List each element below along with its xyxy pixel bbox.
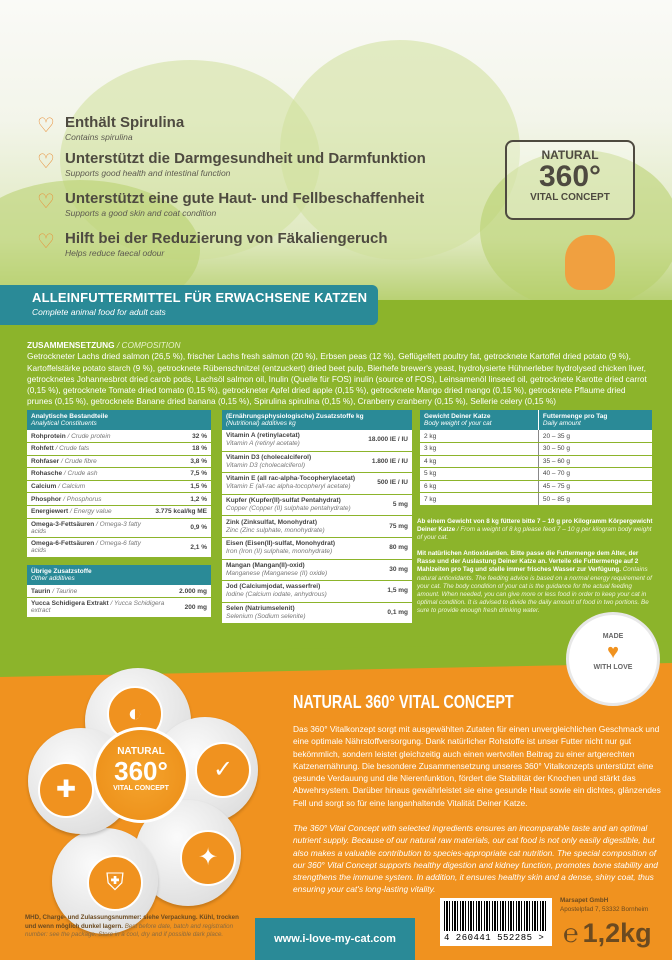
table-row: Rohfett / Crude fats 18 % <box>27 443 211 456</box>
table-row: 5 kg 40 – 70 g <box>420 468 652 481</box>
table-row: Omega-3-Fettsäuren / Omega-3 fatty acids 0,9 % <box>27 518 211 538</box>
table-row: 6 kg 45 – 75 g <box>420 480 652 493</box>
table-row: Vitamin E (all rac-alpha-Tocopherylacetat) Vitamin E (all-rac alpha-tocopheryl acetate) 500 IE / IU <box>222 473 412 495</box>
table-row: 4 kg 35 – 60 g <box>420 455 652 468</box>
concept-text-de: Das 360° Vitalkonzept sorgt mit ausgewählten Zutaten für einen unvergleichlichen Geschmack und eine optimale Nährstoffversorgung. Dank natürlicher Rohstoffe ist unser Futter nicht nur gut bekömmlich, sondern leistet gleichzeitig auch einen wertvollen Beitrag zu einer artgerechten Katzenernährung. Die besondere Zusammensetzung unseres 360° Vitalkonzepts unterstützt eine gesunde Verdauung und die Nierenfunktion, fördert die Stabilität der Knochen und stärkt das Abwehrsystem. Darüber hinaus gewährleistet sie eine gesunde Haut sowie ein dichtes, glänzendes Fell und sorgt so für eine langanhaltende Vitalität Deiner Katze. <box>293 724 661 808</box>
benefit-item: ♡ Unterstützt die Darmgesundheit und Darmfunktion Supports good health and intestinal function <box>37 150 426 178</box>
heart-icon: ♡ <box>37 115 55 137</box>
table-row: Vitamin D3 (cholecalciferol) Vitamin D3 (cholecalciferol) 1.800 IE / IU <box>222 451 412 473</box>
barcode: 4 260441 552285 > <box>440 898 552 946</box>
table-row: Eisen (Eisen(II)-sulfat, Monohydrat) Iron (Iron (II) sulphate, monohydrate) 80 mg <box>222 537 412 559</box>
product-type-banner: ALLEINFUTTERMITTEL FÜR ERWACHSENE KATZEN Complete animal food for adult cats <box>0 285 378 325</box>
table-row: Rohasche / Crude ash 7,5 % <box>27 468 211 481</box>
cell-shield-icon: ⛨ <box>87 855 143 911</box>
heart-hand-icon: ♥ <box>607 641 619 663</box>
website-link[interactable]: www.i-love-my-cat.com <box>255 918 415 960</box>
analytical-table: Analytische Bestandteile Analytical Constituents Rohprotein / Crude protein 32 % Rohfett / Crude fats 18 % Rohfaser / Crude fibre 3,8 % Rohasche / Crude ash 7,5 % Calcium / Calcium 1,5 % Phosphor / Phosphorus 1,2 % Energiewert / Energy value 3.775 kcal/kg ME Omega-3-Fettsäuren / Omega-3 fatty acids 0,9 % Omega-6-Fettsäuren / Omega-6 fatty acids 2,1 % <box>27 410 211 558</box>
table-row: Omega-6-Fettsäuren / Omega-6 fatty acids 2,1 % <box>27 538 211 558</box>
cat-illustration <box>565 235 615 290</box>
benefit-item: ♡ Enthält Spirulina Contains spirulina <box>37 114 185 142</box>
table-row: Rohfaser / Crude fibre 3,8 % <box>27 455 211 468</box>
table-row: Yucca Schidigera Extrakt / Yucca Schidigera extract 200 mg <box>27 598 211 618</box>
heart-icon: ♡ <box>37 231 55 253</box>
table-row: Phosphor / Phosphorus 1,2 % <box>27 493 211 506</box>
nutritional-additives-table: (Ernährungsphysiologische) Zusatzstoffe kg (Nutritional) additives kg Vitamin A (retinylacetat) Vitamin A (retinyl acetate) 18.000 IE / IU Vitamin D3 (cholecalciferol) Vitamin D3 (cholecalciferol) 1.800 IE / IU Vitamin E (all rac-alpha-Tocopherylacetat) Vitamin E (all-rac alpha-tocopheryl acetate) 500 IE / IU Kupfer (Kupfer(II)-sulfat Pentahydrat) Copper (Copper (II) sulphate pentahydrate) 5 mg Zink (Zinksulfat, Monohydrat) Zinc (Zinc sulphate, monohydrate) 75 mg Eisen (Eisen(II)-sulfat, Monohydrat) Iron (Iron (II) sulphate, monohydrate) 80 mg Mangan (Mangan(II)-oxid) Manganese (Manganese (II) oxide) 30 mg Jod (Calciumjodat, wasserfrei) Iodine (Calcium iodate, anhydrous) 1,5 mg Selen (Natriumselenit) Selenium (Sodium selenite) 0,1 mg <box>222 410 412 624</box>
table-row: Energiewert / Energy value 3.775 kcal/kg ME <box>27 505 211 518</box>
feeding-table: Gewicht Deiner Katze Body weight of your cat Futtermenge pro Tag Daily amount 2 kg 20 – 35 g 3 kg 30 – 50 g 4 kg 35 – 60 g 5 kg 40 – 70 g 6 kg 45 – 75 g 7 kg 50 – 85 g <box>420 410 652 506</box>
heart-icon: ♡ <box>37 151 55 173</box>
other-additives-table: Übrige Zusatzstoffe Other additives Taurin / Taurine 2.000 mg Yucca Schidigera Extrakt / Yucca Schidigera extract 200 mg <box>27 565 211 618</box>
table-row: 2 kg 20 – 35 g <box>420 430 652 443</box>
header-illustration <box>0 0 672 300</box>
table-row: Calcium / Calcium 1,5 % <box>27 480 211 493</box>
heart-icon: ♡ <box>37 191 55 213</box>
feeding-notes: Ab einem Gewicht von 8 kg füttere bitte 7 – 10 g pro Kilogramm Körpergewicht Deiner Katze / From a weight of 8 kg please feed 7 – 10 g per kilogram body weight of your cat. Mit natürlichen Antioxidantien. Bitte passe die Futtermenge dem Alter, der Rasse und der Auslastung Deiner Katze an. Verteile die Futtermenge auf 2 Mahlzeiten pro Tag und stelle immer frisches Wasser zur Verfügung. Contains natural antioxidants. The feeding advice is based on a normal energy requirement of your cat. The body condition of your cat is the guidance for the actual feeding amount. When needed, you can give more or less food in order to keep your cat in optimal condition. It is advised to divide the daily amount of food in two portions. Be sure to provide enough fresh drinking water. <box>417 518 653 614</box>
immune-shield-icon: ✚ <box>38 762 94 818</box>
table-row: 7 kg 50 – 85 g <box>420 493 652 506</box>
table-row: Taurin / Taurine 2.000 mg <box>27 585 211 598</box>
benefit-item: ♡ Unterstützt eine gute Haut- und Fellbeschaffenheit Supports a good skin and coat condition <box>37 190 425 218</box>
concept-title: NATURAL 360° VITAL CONCEPT <box>293 692 514 712</box>
table-row: Zink (Zinksulfat, Monohydrat) Zinc (Zinc sulphate, monohydrate) 75 mg <box>222 516 412 538</box>
manufacturer: Marsapet GmbH Apostelpfad 7, 53332 Bornheim <box>560 897 649 913</box>
table-row: Kupfer (Kupfer(II)-sulfat Pentahydrat) Copper (Copper (II) sulphate pentahydrate) 5 mg <box>222 494 412 516</box>
table-row: Selen (Natriumselenit) Selenium (Sodium selenite) 0,1 mg <box>222 602 412 624</box>
made-with-love-badge: MADE ♥ WITH LOVE <box>566 612 660 706</box>
table-row: Jod (Calciumjodat, wasserfrei) Iodine (Calcium iodate, anhydrous) 1,5 mg <box>222 581 412 603</box>
table-row: Vitamin A (retinylacetat) Vitamin A (retinyl acetate) 18.000 IE / IU <box>222 430 412 451</box>
natural-360-center: NATURAL 360° VITAL CONCEPT <box>93 727 189 823</box>
natural-360-logo: NATURAL 360° VITAL CONCEPT <box>505 140 635 220</box>
composition: ZUSAMMENSETZUNG / COMPOSITION Getrockneter Lachs dried salmon (26,5 %), frischer Lachs fresh salmon (20 %), Erbsen peas (12 %), Geflügelfett poultry fat, getrocknete Kartoffel dried potato (9 %), Kartoffelstärke potato starch (9 %), getrocknete Rübenschnitzel (entzuckert) dried beet pulp, Bierhefe brewer's yeast, hydrolysierte Hühnerleber hydrolysed chicken liver, getrocknetes Johannesbrot dried carob pods, Lachsöl salmon oil, Inulin (Quelle für FOS) inulin (source of FOS), Leinsamenöl linseed oil, getrocknete Karotte dried carrot (0,15 %), getrocknete Tomate dried tomato (0,15 %), getrockneter Apfel dried apple (0,15 %), getrocknete Mango dried mango (0,15 %), getrocknete Pflaume dried prunes (0,15 %), getrocknete Banane dried banana (0,15 %), Spirulina spirulina (0,15 %), Cranberry cranberry (0,15 %), Sellerie celery (0,15 %) <box>27 340 652 408</box>
stomach-icon: ◐ <box>107 686 163 742</box>
table-row: Mangan (Mangan(II)-oxid) Manganese (Manganese (II) oxide) 30 mg <box>222 559 412 581</box>
storage-note: MHD, Charge- und Zulassungsnummer: siehe Verpackung. Kühl, trocken und wenn möglich dunkel lagern. Best before date, batch and registration number: see the package. Store in a cool, dry and if possible dark place. <box>25 914 239 938</box>
skin-hair-icon: ✦ <box>180 830 236 886</box>
table-row: Rohprotein / Crude protein 32 % <box>27 430 211 443</box>
net-weight: ℮ 1,2kg <box>563 918 652 948</box>
concept-text-en: The 360° Vital Concept with selected ingredients ensures an incomparable taste and an optimal nutrient supply. Because of our natural raw materials, our cat food is not only easily digestible, but also makes a valuable contribution to species-appropriate cat nutrition. The special composition of our 360° Vital Concept supports healthy digestion and kidney function, promotes bone stability and strengthens the immune system. In addition, it ensures healthy skin and a dense, shiny coat, thus ensuring your cat's long-lasting vitality. <box>293 823 658 895</box>
benefit-item: ♡ Hilft bei der Reduzierung von Fäkaliengeruch Helps reduce faecal odour <box>37 230 388 258</box>
joint-icon: ✓ <box>195 742 251 798</box>
table-row: 3 kg 30 – 50 g <box>420 443 652 456</box>
composition-text: Getrockneter Lachs dried salmon (26,5 %), frischer Lachs fresh salmon (20 %), Erbsen peas (12 %), Geflügelfett poultry fat, getrocknete Kartoffel dried potato (9 %), Kartoffelstärke potato starch (9 %), getrocknete Rübenschnitzel (entzuckert) dried beet pulp, Bierhefe brewer's yeast, hydrolysierte Hühnerleber hydrolysed chicken liver, getrocknetes Johannesbrot dried carob pods, Lachsöl salmon oil, Inulin (Quelle für FOS) inulin (source of FOS), Leinsamenöl linseed oil, getrocknete Karotte dried carrot (0,15 %), getrocknete Tomate dried tomato (0,15 %), getrockneter Apfel dried apple (0,15 %), getrocknete Mango dried mango (0,15 %), getrocknete Pflaume dried prunes (0,15 %), getrocknete Banane dried banana (0,15 %), Spirulina spirulina (0,15 %), Cranberry cranberry (0,15 %), Sellerie celery (0,15 %) <box>27 351 647 407</box>
